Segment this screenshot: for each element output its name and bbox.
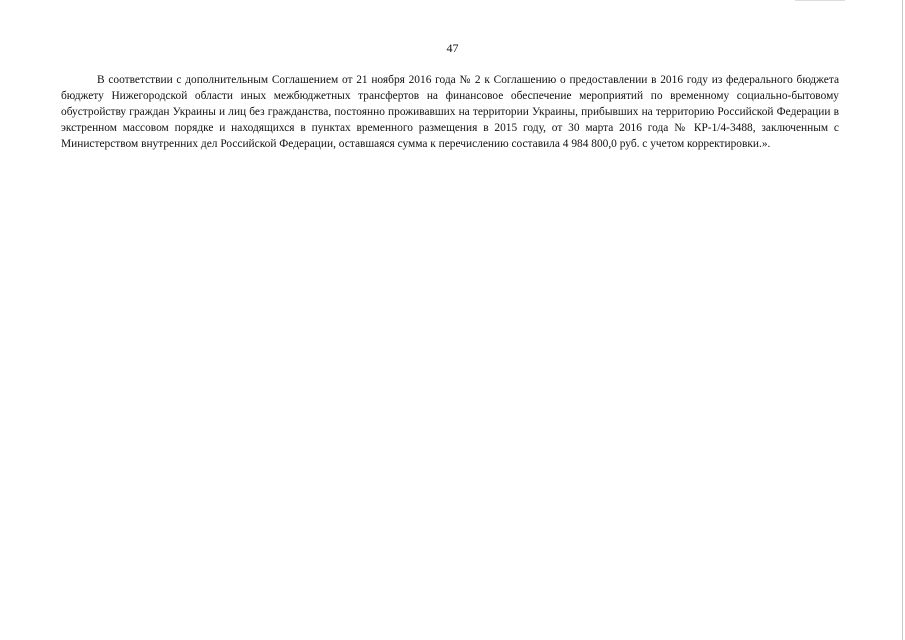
body-paragraph: В соответствии с дополнительным Соглашением от 21 ноября 2016 года № 2 к Соглашению о предоставлении в 2016 году из федерального бюджета бюджету Нижегородской области иных межбюджетных трансфертов на финансовое обеспечение мероприятий по временному социально-бытовому обустройству граждан Украины и лиц без гражданства, постоянно проживавших на территории Украины, прибывших на территорию Российской Федерации в экстренном массовом порядке и находящихся в пунктах временного размещения в 2015 году, от 30 марта 2016 года № КР-1/4-3488, заключенным с Министерством внутренних дел Российской Федерации, оставшаяся сумма к перечислению составила 4 984 800,0 руб. с учетом корректировки.». (61, 74, 839, 150)
scan-edge-line (902, 0, 903, 640)
scan-top-mark (795, 0, 845, 1)
page-number: 47 (446, 41, 459, 55)
